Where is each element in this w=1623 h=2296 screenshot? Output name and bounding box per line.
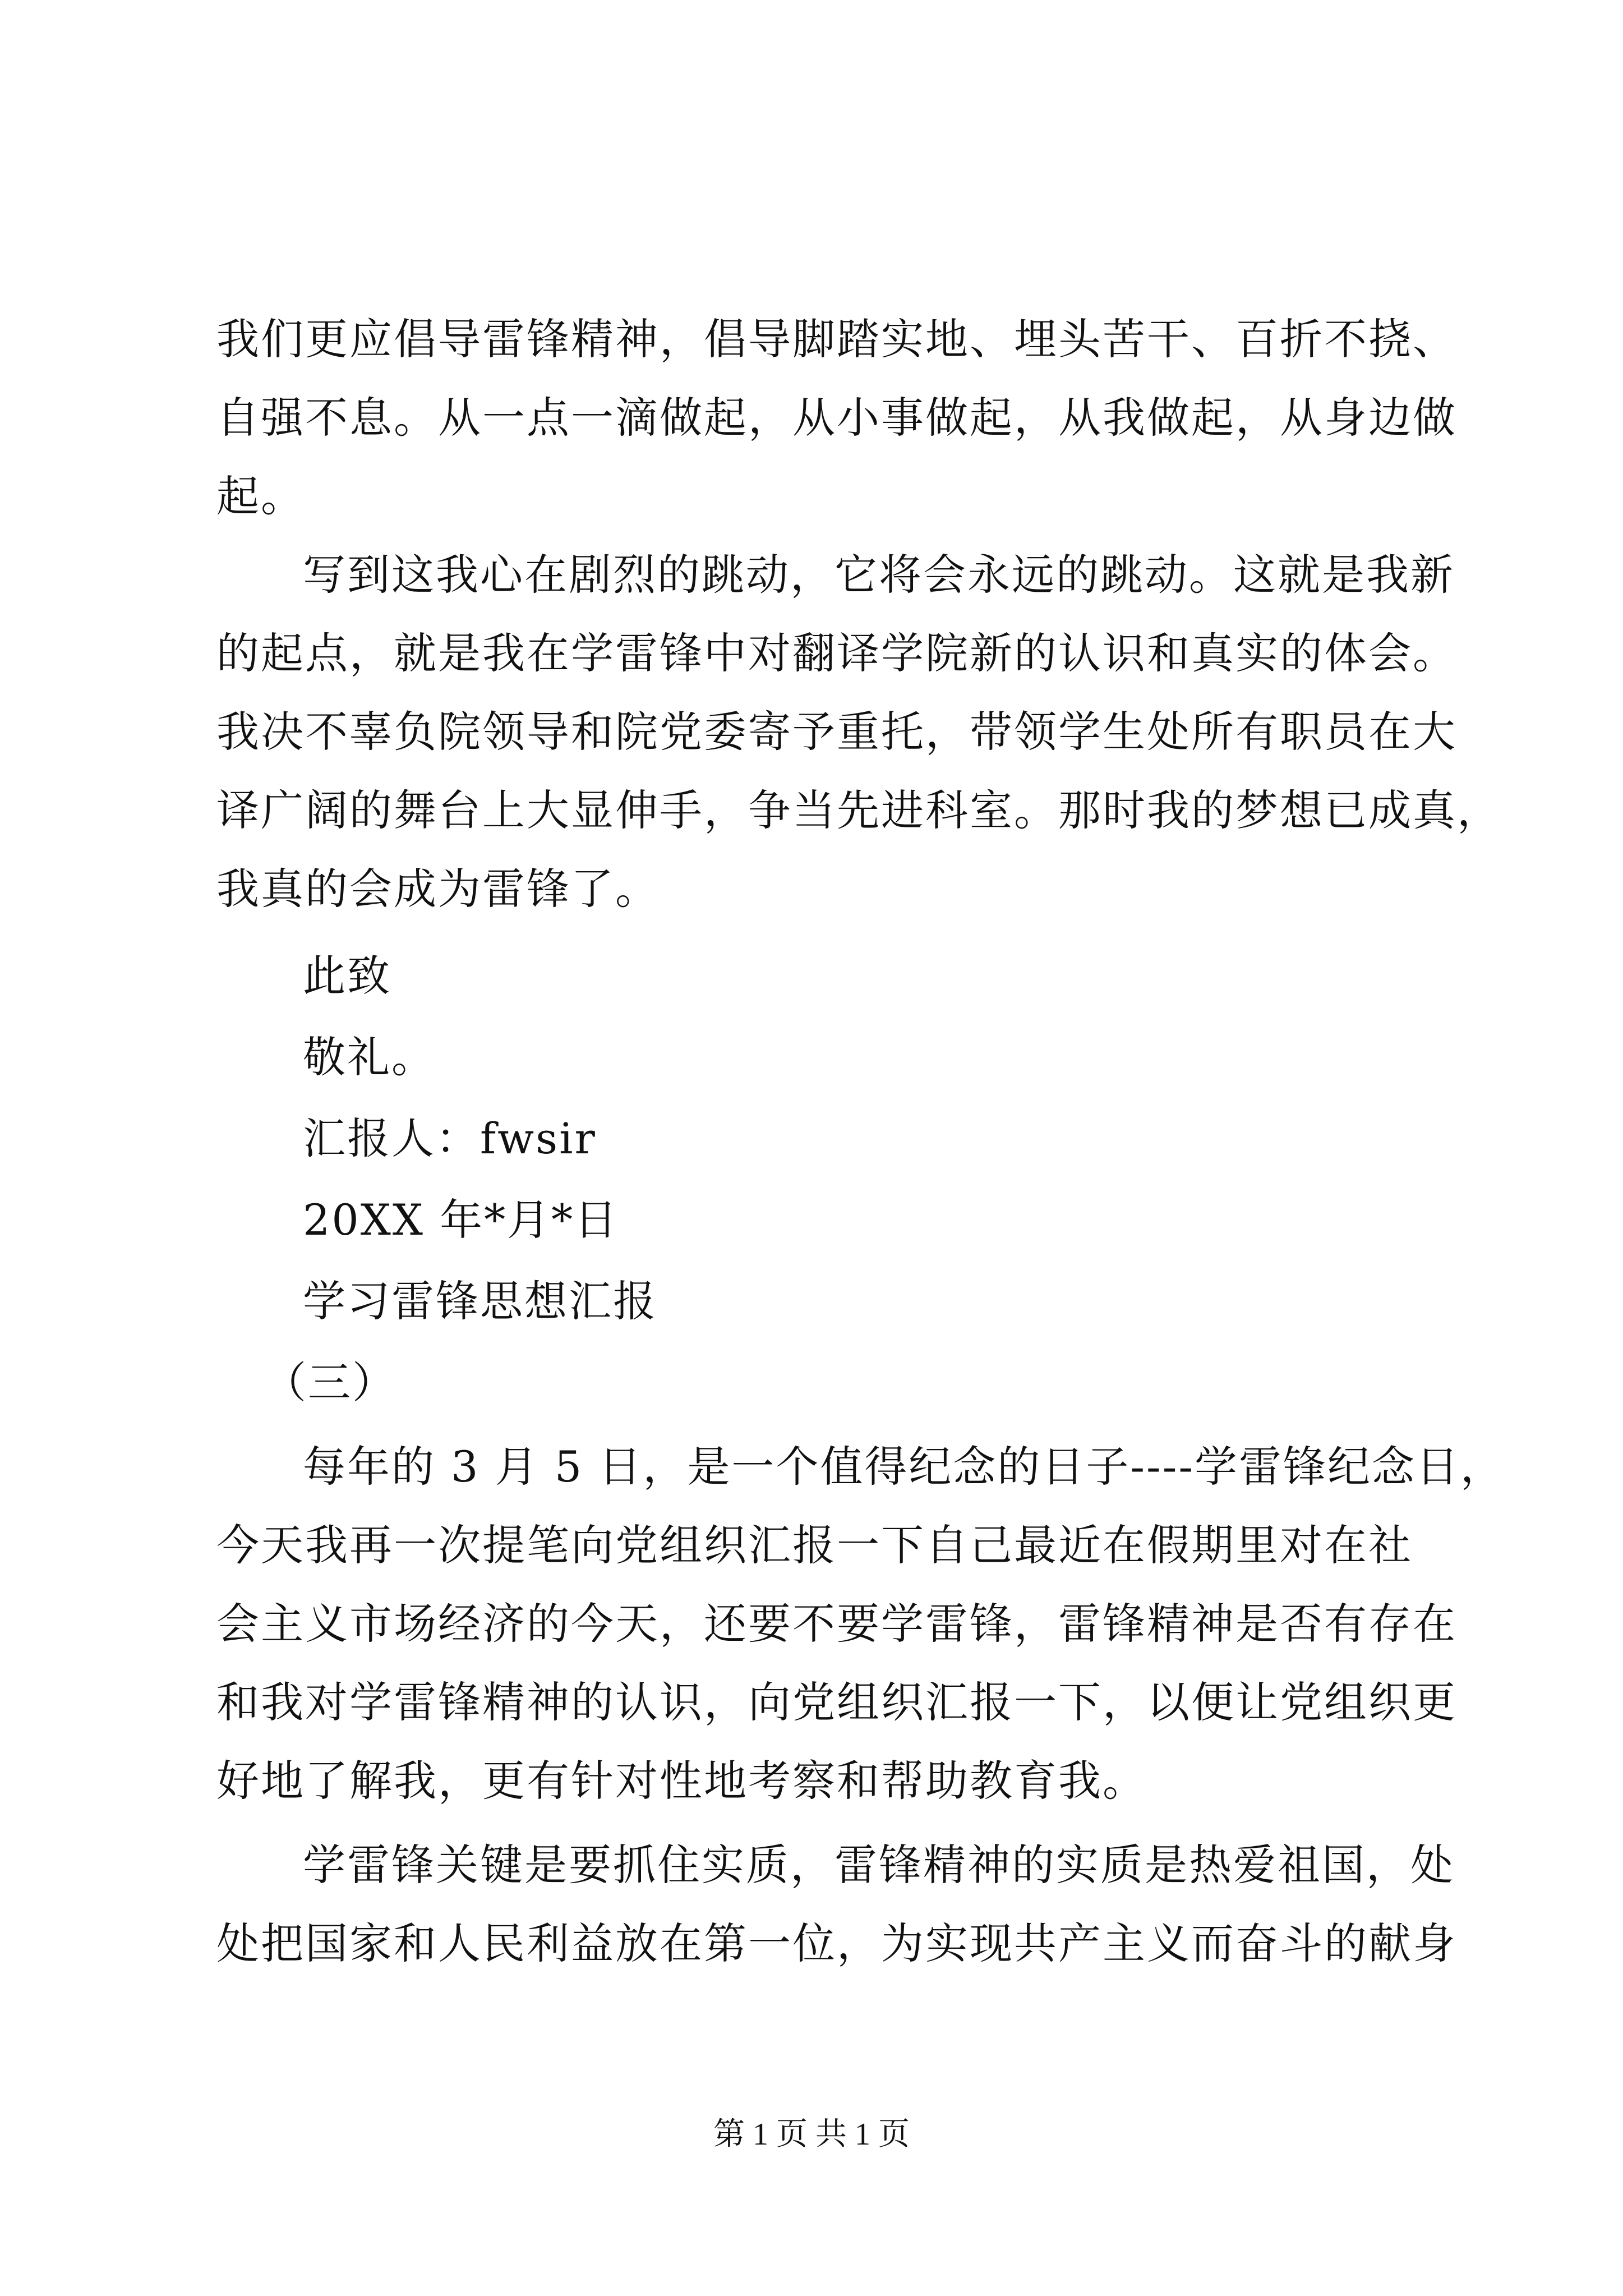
section-number: （三） — [264, 1358, 396, 1407]
closing-regards: 敬礼。 — [303, 1032, 436, 1082]
page-footer: 第 1 页 共 1 页 — [713, 2117, 910, 2152]
paragraph-line: 处把国家和人民利益放在第一位，为实现共产主义而奋斗的献身 — [216, 1918, 1457, 1968]
paragraph-line: 自强不息。从一点一滴做起，从小事做起，从我做起，从身边做 — [216, 393, 1457, 443]
report-date: 20XX 年*月*日 — [303, 1195, 619, 1245]
paragraph-line: 每年的 3 月 5 日，是一个值得纪念的日子----学雷锋纪念日， — [303, 1442, 1505, 1492]
paragraph-line: 我们更应倡导雷锋精神，倡导脚踏实地、埋头苦干、百折不挠、 — [216, 314, 1457, 364]
paragraph-line: 译广阔的舞台上大显伸手，争当先进科室。那时我的梦想已成真， — [216, 785, 1501, 835]
paragraph-line: 会主义市场经济的今天，还要不要学雷锋，雷锋精神是否有存在 — [216, 1599, 1457, 1649]
paragraph-line: 和我对学雷锋精神的认识，向党组织汇报一下，以便让党组织更 — [216, 1677, 1457, 1727]
paragraph-line: 好地了解我，更有针对性地考察和帮助教育我。 — [216, 1756, 1147, 1806]
paragraph-line: 我真的会成为雷锋了。 — [216, 864, 660, 914]
paragraph-line: 我决不辜负院领导和院党委寄予重托，带领学生处所有职员在大 — [216, 707, 1457, 757]
section-title: 学习雷锋思想汇报 — [303, 1276, 657, 1326]
paragraph-line: 今天我再一次提笔向党组织汇报一下自己最近在假期里对在社 — [216, 1520, 1413, 1570]
paragraph-line: 起。 — [216, 471, 305, 521]
paragraph-line: 学雷锋关键是要抓住实质，雷锋精神的实质是热爱祖国，处 — [303, 1840, 1455, 1890]
closing-salutation: 此致 — [303, 951, 391, 1001]
paragraph-line: 写到这我心在剧烈的跳动，它将会永远的跳动。这就是我新 — [303, 550, 1455, 600]
paragraph-line: 的起点，就是我在学雷锋中对翻译学院新的认识和真实的体会。 — [216, 628, 1457, 678]
reporter-name: 汇报人：fwsir — [303, 1114, 597, 1163]
